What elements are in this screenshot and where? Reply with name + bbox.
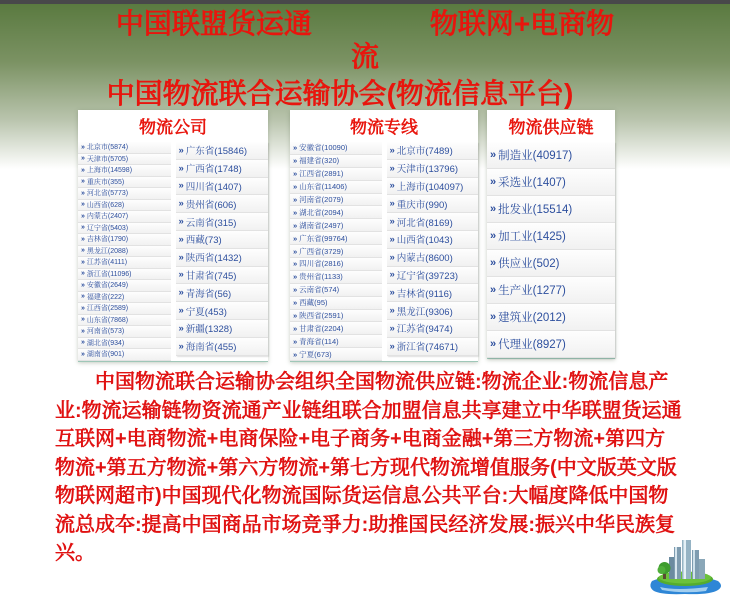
double-arrow-icon: » [81, 178, 85, 186]
province-link[interactable] [78, 234, 171, 246]
double-arrow-icon: » [81, 339, 85, 347]
province-link[interactable] [78, 326, 171, 338]
double-arrow-icon: » [81, 143, 85, 151]
province-link-label: 山西省(628) [86, 201, 125, 209]
province-link-label: 湖南省(2497) [299, 220, 344, 230]
industry-link[interactable] [487, 304, 615, 331]
province-link[interactable] [290, 245, 382, 258]
lines-province-list-left [290, 142, 382, 361]
double-arrow-icon: » [178, 305, 184, 317]
brand-title: 中国联盟货运通 [115, 8, 312, 39]
province-link-label: 西藏(73) [185, 235, 222, 247]
province-link-label: 内蒙古(2407) [86, 213, 129, 221]
province-link[interactable] [387, 195, 479, 213]
province-link-label: 西藏(95) [299, 298, 328, 308]
double-arrow-icon: » [389, 305, 395, 317]
double-arrow-icon: » [389, 198, 395, 210]
province-link-label: 辽宁省(39723) [396, 270, 459, 282]
province-link-label: 云南省(574) [299, 285, 340, 295]
double-arrow-icon: » [389, 251, 395, 263]
panel-header-supply-chain: 物流供应链 [508, 118, 594, 137]
industry-link-label: 代理业(8927) [498, 339, 566, 351]
province-link-label: 天津市(5705) [86, 155, 129, 163]
double-arrow-icon: » [490, 257, 497, 269]
double-arrow-icon: » [293, 246, 298, 256]
province-link[interactable] [176, 142, 269, 160]
panel-header-companies: 物流公司 [139, 118, 207, 137]
double-arrow-icon: » [389, 340, 395, 352]
page-title: 中国物流联合运输协会(物流信息平台) [106, 78, 574, 109]
companies-province-list-left [78, 142, 171, 361]
brand-slogan: 物联网+电商物 [429, 8, 615, 39]
double-arrow-icon: » [81, 316, 85, 324]
province-link-label: 青海省(56) [185, 288, 232, 300]
double-arrow-icon: » [389, 144, 395, 156]
province-link-label: 江苏省(4111) [86, 259, 128, 267]
province-link-label: 北京市(7489) [396, 146, 453, 158]
province-link-label: 上海市(14598) [86, 167, 133, 175]
double-arrow-icon: » [293, 233, 298, 243]
province-link-label: 天津市(13796) [396, 164, 459, 176]
province-link[interactable] [290, 348, 382, 361]
province-link[interactable] [290, 181, 382, 194]
double-arrow-icon: » [81, 201, 85, 209]
industry-link[interactable] [487, 331, 615, 358]
double-arrow-icon: » [293, 323, 298, 333]
province-link-label: 吉林省(9116) [396, 288, 453, 300]
double-arrow-icon: » [178, 198, 184, 210]
province-link[interactable] [387, 267, 479, 285]
province-link-label: 湖北省(2094) [299, 207, 344, 217]
double-arrow-icon: » [81, 270, 85, 278]
province-link-label: 河南省(2079) [299, 195, 344, 204]
province-link[interactable] [78, 315, 171, 327]
province-link[interactable] [290, 219, 382, 232]
industry-link-label: 建筑业(2012) [498, 312, 566, 324]
double-arrow-icon: » [293, 349, 298, 359]
double-arrow-icon: » [81, 212, 85, 220]
double-arrow-icon: » [81, 293, 85, 301]
province-link[interactable] [176, 213, 269, 231]
double-arrow-icon: » [389, 233, 395, 245]
industry-link[interactable] [487, 142, 615, 169]
province-link-label: 安徽省(2649) [86, 282, 129, 290]
province-link-label: 福建省(320) [299, 156, 340, 166]
panel-header-lines: 物流专线 [350, 118, 418, 137]
double-arrow-icon: » [293, 182, 298, 192]
province-link[interactable] [78, 200, 171, 212]
province-link[interactable] [290, 258, 382, 271]
industry-link-label: 制造业(40917) [498, 150, 573, 162]
province-link-label: 重庆市(990) [396, 199, 448, 211]
double-arrow-icon: » [293, 207, 298, 217]
double-arrow-icon: » [81, 327, 85, 335]
province-link[interactable] [78, 269, 171, 281]
province-link[interactable] [78, 349, 171, 361]
panel-logistics-lines [290, 110, 478, 362]
double-arrow-icon: » [389, 180, 395, 192]
province-link-label: 四川省(2816) [299, 259, 344, 269]
province-link[interactable] [176, 160, 269, 178]
industry-list [487, 142, 615, 358]
province-link-label: 陕西省(1432) [185, 253, 242, 265]
province-link-label: 福建省(222) [86, 293, 125, 301]
province-link[interactable] [176, 320, 269, 338]
industry-link[interactable] [487, 250, 615, 277]
province-link[interactable] [78, 188, 171, 200]
double-arrow-icon: » [293, 298, 298, 308]
province-link[interactable] [176, 231, 269, 249]
double-arrow-icon: » [293, 259, 298, 269]
industry-link-label: 供应业(502) [498, 258, 560, 270]
province-link[interactable] [176, 195, 269, 213]
province-link-label: 四川省(1407) [185, 181, 242, 193]
province-link[interactable] [387, 178, 479, 196]
province-link[interactable] [78, 223, 171, 235]
province-link-label: 黑龙江(2088) [86, 247, 129, 255]
double-arrow-icon: » [178, 287, 184, 299]
province-link-label: 江苏省(9474) [396, 324, 453, 336]
province-link[interactable] [78, 154, 171, 166]
province-link-label: 贵州省(1133) [299, 272, 343, 282]
companies-province-list-right [176, 142, 269, 356]
province-link-label: 海南省(455) [185, 342, 237, 354]
province-link-label: 云南省(315) [185, 217, 237, 229]
province-link[interactable] [290, 232, 382, 245]
province-link[interactable] [176, 249, 269, 267]
province-link-label: 山东省(11406) [299, 182, 347, 192]
province-link-label: 宁夏(673) [299, 349, 332, 359]
province-link[interactable] [78, 142, 171, 154]
site-header [0, 8, 730, 73]
province-link[interactable] [290, 155, 382, 168]
double-arrow-icon: » [490, 203, 497, 215]
industry-link-label: 批发业(15514) [498, 204, 573, 216]
province-link-label: 广西省(1748) [185, 164, 242, 176]
double-arrow-icon: » [490, 284, 497, 296]
brand-slogan-wrap: 流 [350, 41, 379, 72]
province-link-label: 内蒙古(8600) [396, 253, 453, 265]
double-arrow-icon: » [389, 216, 395, 228]
province-link-label: 江西省(2891) [299, 169, 344, 179]
province-link-label: 广东省(15846) [185, 146, 248, 158]
province-link[interactable] [78, 257, 171, 269]
double-arrow-icon: » [81, 166, 85, 174]
double-arrow-icon: » [293, 220, 298, 230]
double-arrow-icon: » [178, 233, 184, 245]
province-link[interactable] [78, 303, 171, 315]
city-buildings-logo [646, 535, 724, 595]
province-link[interactable] [387, 249, 479, 267]
province-link[interactable] [78, 280, 171, 292]
industry-link[interactable] [487, 169, 615, 196]
double-arrow-icon: » [81, 258, 85, 266]
double-arrow-icon: » [293, 169, 298, 179]
province-link-label: 重庆市(355) [86, 178, 125, 186]
double-arrow-icon: » [389, 269, 395, 281]
double-arrow-icon: » [81, 155, 85, 163]
panel-supply-chain [487, 110, 615, 359]
province-link-label: 贵州省(606) [185, 199, 237, 211]
double-arrow-icon: » [178, 216, 184, 228]
province-link-label: 河北省(5773) [86, 190, 129, 198]
province-link-label: 新疆(1328) [185, 324, 233, 336]
province-link-label: 安徽省(10090) [299, 143, 348, 153]
province-link[interactable] [290, 168, 382, 181]
double-arrow-icon: » [293, 156, 298, 166]
province-link[interactable] [78, 165, 171, 177]
province-link[interactable] [290, 271, 382, 284]
double-arrow-icon: » [389, 322, 395, 334]
double-arrow-icon: » [178, 162, 184, 174]
industry-link-label: 生产业(1277) [498, 285, 566, 297]
double-arrow-icon: » [81, 281, 85, 289]
double-arrow-icon: » [178, 340, 184, 352]
province-link[interactable] [78, 246, 171, 258]
province-link-label: 湖南省(901) [86, 351, 125, 359]
double-arrow-icon: » [81, 235, 85, 243]
double-arrow-icon: » [389, 162, 395, 174]
province-link-label: 山东省(7868) [86, 316, 129, 324]
double-arrow-icon: » [490, 149, 497, 161]
double-arrow-icon: » [490, 311, 497, 323]
province-link-label: 辽宁省(5403) [86, 224, 129, 232]
province-link-label: 浙江省(11096) [86, 270, 132, 278]
province-link[interactable] [176, 302, 269, 320]
province-link-label: 湖北省(934) [86, 339, 125, 347]
province-link-label: 上海市(104097) [396, 181, 464, 193]
double-arrow-icon: » [389, 287, 395, 299]
industry-link[interactable] [487, 277, 615, 304]
industry-link[interactable] [487, 196, 615, 223]
province-link[interactable] [290, 335, 382, 348]
double-arrow-icon: » [178, 180, 184, 192]
double-arrow-icon: » [81, 304, 85, 312]
province-link-label: 广东省(99764) [299, 233, 348, 243]
province-link-label: 吉林省(1790) [86, 236, 129, 244]
province-link-label: 甘肃省(745) [185, 270, 237, 282]
province-link-label: 广西省(3729) [299, 246, 344, 256]
province-link[interactable] [176, 178, 269, 196]
province-link[interactable] [290, 194, 382, 207]
province-link[interactable] [387, 320, 479, 338]
province-link-label: 青海省(114) [299, 336, 339, 346]
lines-province-list-right [387, 142, 479, 356]
province-link[interactable] [290, 142, 382, 155]
double-arrow-icon: » [81, 247, 85, 255]
province-link-label: 江西省(2589) [86, 305, 129, 313]
province-link[interactable] [387, 160, 479, 178]
double-arrow-icon: » [178, 251, 184, 263]
province-link-label: 浙江省(74671) [396, 342, 459, 354]
province-link-label: 北京市(5874) [86, 144, 129, 152]
industry-link[interactable] [487, 223, 615, 250]
double-arrow-icon: » [293, 311, 298, 321]
province-link[interactable] [387, 213, 479, 231]
province-link-label: 宁夏(453) [185, 306, 227, 318]
industry-link-label: 采选业(1407) [498, 177, 566, 189]
province-link[interactable] [78, 338, 171, 350]
province-link[interactable] [387, 284, 479, 302]
industry-link-label: 加工业(1425) [498, 231, 566, 243]
double-arrow-icon: » [490, 230, 497, 242]
province-link[interactable] [290, 206, 382, 219]
province-link[interactable] [387, 338, 479, 356]
double-arrow-icon: » [178, 322, 184, 334]
province-link[interactable] [290, 297, 382, 310]
province-link-label: 河南省(573) [86, 328, 125, 336]
province-link-label: 甘肃省(2204) [299, 323, 344, 333]
double-arrow-icon: » [178, 269, 184, 281]
double-arrow-icon: » [293, 143, 298, 153]
province-link[interactable] [176, 284, 269, 302]
double-arrow-icon: » [81, 224, 85, 232]
double-arrow-icon: » [293, 195, 298, 204]
province-link[interactable] [176, 338, 269, 356]
province-link-label: 河北省(8169) [396, 217, 453, 229]
province-link[interactable] [78, 292, 171, 304]
double-arrow-icon: » [178, 144, 184, 156]
double-arrow-icon: » [81, 189, 85, 197]
province-link[interactable] [290, 310, 382, 323]
province-link[interactable] [290, 322, 382, 335]
province-link[interactable] [176, 267, 269, 285]
province-link[interactable] [387, 231, 479, 249]
panel-logistics-companies [78, 110, 268, 362]
double-arrow-icon: » [81, 350, 85, 358]
double-arrow-icon: » [293, 336, 298, 346]
province-link-label: 陕西省(2591) [299, 311, 344, 321]
province-link-label: 山西省(1043) [396, 235, 453, 247]
province-link[interactable] [387, 302, 479, 320]
province-link[interactable] [78, 211, 171, 223]
double-arrow-icon: » [293, 272, 298, 282]
double-arrow-icon: » [293, 285, 298, 295]
province-link[interactable] [290, 284, 382, 297]
province-link[interactable] [78, 177, 171, 189]
double-arrow-icon: » [490, 176, 497, 188]
province-link[interactable] [387, 142, 479, 160]
province-link-label: 黑龙江(9306) [396, 306, 453, 318]
double-arrow-icon: » [490, 338, 497, 350]
association-description: 中国物流联合运输协会组织全国物流供应链:物流企业:物流信息产业:物流运输链物资流通产业链组联合加盟信息共享建立中华联盟货运通互联网+电商物流+电商保险+电子商务+电商金融+第三方物流+第四方物流+第五方物流+第六方物流+第七方现代物流增值服务(中文版英文版物联网超市)中国现代化物流国际货运信息公共平台:大幅度降低中国物流总成夲:提高中国商品市场竞爭力:助推国民经济发展:振兴中华民族复兴。 [55, 371, 682, 564]
